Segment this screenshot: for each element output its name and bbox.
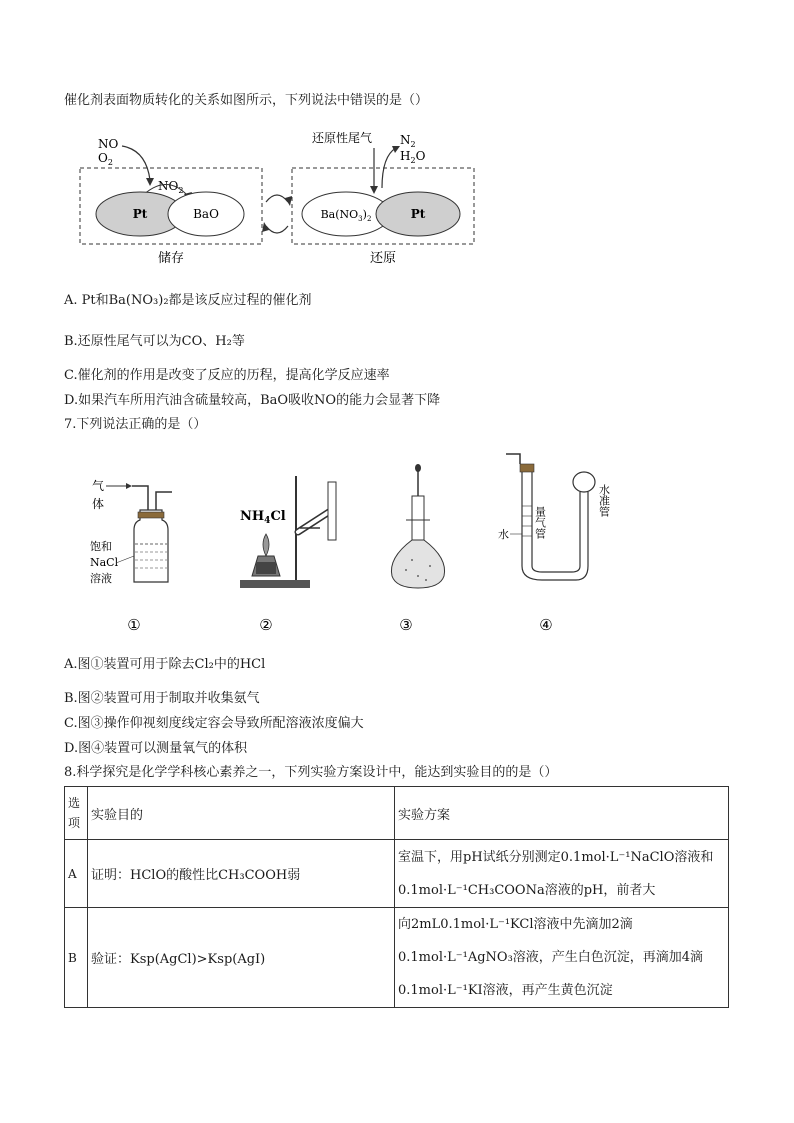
q6-catalyst-figure xyxy=(78,128,478,270)
row-b-option: B xyxy=(65,908,88,1008)
svg-text:N2: $N_2$ xyxy=(400,133,416,149)
water-label: 水 xyxy=(498,528,509,541)
apparatus-1 xyxy=(90,478,172,585)
label-4: ④ xyxy=(539,616,553,634)
svg-text:H2O: $H_2O$ xyxy=(400,149,426,165)
svg-text:NH4Cl: $NH_4Cl$ xyxy=(240,509,286,526)
reduction-label: 还原 xyxy=(369,251,397,266)
q7-option-d: D.图④装置可以测量氧气的体积 xyxy=(64,741,248,756)
h2o-label: H xyxy=(400,149,411,163)
apparatus-4 xyxy=(498,454,611,580)
q6-option-a: A. Pt和Ba(NO₃)₂都是该反应过程的催化剂 xyxy=(64,293,312,308)
nh4cl-label: NH xyxy=(240,509,265,524)
q7-apparatus-figure xyxy=(88,448,628,638)
row-b-plan-line: 向2mL0.1mol·L⁻¹KCl溶液中先滴加2滴 xyxy=(398,917,633,932)
storage-label: 储存 xyxy=(157,251,185,266)
table-header-row xyxy=(65,787,729,840)
apparatus-2 xyxy=(240,476,336,588)
row-a-purpose: 证明：HClO的酸性比CH₃COOH弱 xyxy=(88,840,395,908)
cycle-arrow-top xyxy=(266,195,288,202)
pt-label-right: Pt xyxy=(410,207,426,221)
pt-label-left: Pt xyxy=(132,207,148,221)
svg-text:NO2: $NO_2$ xyxy=(158,179,184,195)
gas-label: 气 xyxy=(92,479,105,493)
q7-option-b: B.图②装置可用于制取并收集氨气 xyxy=(64,691,260,706)
row-a-plan-line: 0.1mol·L⁻¹CH₃COONa溶液的pH，前者大 xyxy=(398,882,656,898)
q6-stem: 催化剂表面物质转化的关系如图所示，下列说法中错误的是（） xyxy=(64,93,429,108)
svg-text:体: 体 xyxy=(92,497,105,511)
row-a-plan-line: 室温下，用pH试纸分别测定0.1mol·L⁻¹NaClO溶液和 xyxy=(398,849,714,865)
q7-option-c: C.图③操作仰视刻度线定容会导致所配溶液浓度偏大 xyxy=(64,716,364,731)
nacl-label: NaCl xyxy=(90,556,119,569)
reducing-gas-label: 还原性尾气 xyxy=(312,131,373,145)
no-label: NO xyxy=(98,137,119,151)
cycle-arrow-bottom xyxy=(266,226,288,233)
header-option: 选 项 xyxy=(65,787,88,840)
q8-stem: 8.科学探究是化学学科核心素养之一，下列实验方案设计中，能达到实验目的的是（） xyxy=(64,765,558,780)
solution-label: 溶液 xyxy=(90,572,112,585)
apparatus-3 xyxy=(391,464,444,588)
row-a-plan xyxy=(395,840,729,908)
label-3: ③ xyxy=(399,616,413,634)
saturated-label: 饱和 xyxy=(90,540,112,553)
header-plan: 实验方案 xyxy=(395,787,729,840)
svg-text:Ba(NO3)2: $Ba(NO_3)_2$ xyxy=(320,208,372,223)
bao-label: BaO xyxy=(193,207,219,221)
q6-option-d: D.如果汽车所用汽油含硫量较高，BaO吸收NO的能力会显著下降 xyxy=(64,393,441,408)
row-b-purpose: 验证：Ksp(AgCl)>Ksp(AgI) xyxy=(88,908,395,1008)
q6-option-c: C.催化剂的作用是改变了反应的历程，提高化学反应速率 xyxy=(64,368,390,383)
experiment-table xyxy=(64,786,729,1008)
level-tube-label: 水准管 xyxy=(597,484,611,517)
q7-option-a: A.图①装置可用于除去Cl₂中的HCl xyxy=(64,657,266,672)
row-b-plan-line: 0.1mol·L⁻¹AgNO₃溶液，产生白色沉淀，再滴加4滴 xyxy=(398,950,704,965)
no-arrow xyxy=(122,146,150,180)
label-2: ② xyxy=(259,616,273,634)
svg-text:O2: $O_2$ xyxy=(98,151,113,167)
q7-stem: 7.下列说法正确的是（） xyxy=(64,417,207,432)
row-a-option: A xyxy=(65,840,88,908)
row-b-plan-line: 0.1mol·L⁻¹KI溶液，再产生黄色沉淀 xyxy=(398,983,613,998)
table-row xyxy=(65,908,729,1008)
bano3-label: Ba(NO xyxy=(320,208,359,221)
o2-label: O xyxy=(98,151,108,165)
header-purpose: 实验目的 xyxy=(88,787,395,840)
q6-option-b: B.还原性尾气可以为CO、H₂等 xyxy=(64,334,245,349)
gas-burette-label: 量气管 xyxy=(533,506,547,539)
row-b-plan xyxy=(395,908,729,1008)
label-1: ① xyxy=(127,616,141,634)
table-row xyxy=(65,840,729,908)
n2-label: N xyxy=(400,133,411,147)
no2-label: NO xyxy=(158,179,179,193)
